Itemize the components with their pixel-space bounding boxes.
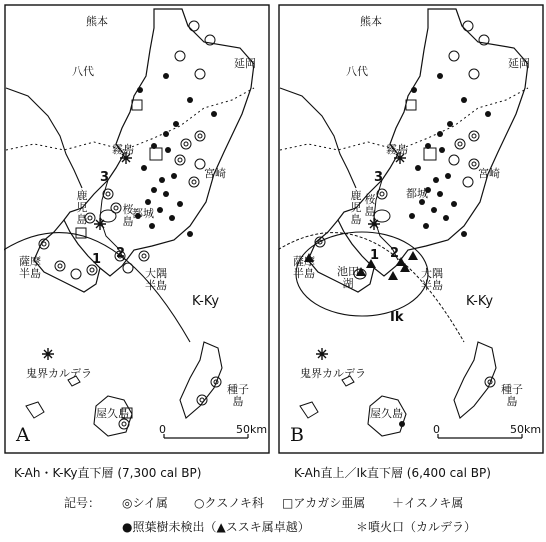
western-coast [280, 88, 356, 188]
legend-caldera: ＊噴火口（カルデラ） [356, 520, 477, 534]
kuchinoerabu-island [300, 402, 318, 418]
site-1-label: 1 [92, 252, 102, 267]
sakurajima-vent-icon [94, 218, 106, 230]
satsuma-peninsula [34, 220, 100, 292]
label-miyakonojo: 都城 [406, 187, 428, 200]
label-kumamoto: 熊本 [360, 15, 382, 28]
label-yakushima: 屋久島 [370, 407, 403, 420]
map-panel-b [278, 4, 544, 454]
label-kumamoto: 熊本 [86, 15, 108, 28]
legend-prefix: 記号： [64, 496, 101, 510]
scale-zero: 0 [159, 423, 166, 436]
legend-undetected: ●照葉樹未検出（▲ススキ属卓越） [122, 520, 310, 534]
label-nobeoka: 延岡 [508, 57, 530, 70]
label-sakurajima: 桜島 [364, 193, 376, 218]
western-coast [6, 88, 82, 188]
label-yatsushiro: 八代 [346, 65, 368, 78]
caption-a: K-Ah・K-Ky直下層 (7,300 cal BP) [14, 466, 202, 480]
label-kky: K-Ky [466, 294, 494, 309]
kikai-vent-icon [316, 348, 328, 360]
label-tanegashima: 種子島 [501, 383, 523, 408]
site-3-label: 3 [100, 170, 110, 185]
site-2-label: 2 [390, 246, 400, 261]
legend-kusunoki: ○クスノキ科 [194, 496, 264, 510]
panel-letter-b: B [290, 424, 304, 446]
label-miyakonojo: 都城 [132, 207, 154, 220]
label-satsuma: 薩摩半島 [19, 255, 41, 280]
mainland-coast [64, 9, 254, 276]
label-kky: K-Ky [192, 294, 220, 309]
label-kikai: 鬼界カルデラ [300, 367, 366, 380]
caption-b: K-Ah直上／Ik直下層 (6,400 cal BP) [294, 466, 491, 480]
prefecture-border [280, 88, 528, 150]
label-satsuma: 薩摩半島 [293, 255, 315, 280]
panel-letter-a: A [16, 424, 30, 446]
label-ik: Ik [390, 310, 404, 325]
label-yatsushiro: 八代 [72, 65, 94, 78]
label-tanegashima: 種子島 [227, 383, 249, 408]
label-miyazaki: 宮崎 [478, 167, 500, 180]
scale-distance: 50km [510, 423, 542, 436]
sakurajima-island [374, 210, 390, 222]
sakurajima-island [100, 210, 116, 222]
label-kirishima: 霧島 [386, 143, 408, 156]
sakurajima-vent-icon [368, 218, 380, 230]
kuchinoerabu-island [26, 402, 44, 418]
label-sakurajima: 桜島 [122, 203, 134, 228]
site-3-label: 3 [374, 170, 384, 185]
label-kirishima: 霧島 [112, 143, 134, 156]
legend-isunoki: ＋イスノキ属 [392, 496, 464, 510]
label-kikai: 鬼界カルデラ [26, 367, 92, 380]
label-yakushima: 屋久島 [96, 407, 129, 420]
scale-distance: 50km [236, 423, 268, 436]
site-1-label: 1 [370, 248, 380, 263]
site-2-label: 2 [116, 246, 126, 261]
label-kagoshima: 鹿児島 [350, 189, 362, 226]
label-kagoshima: 鹿児島 [76, 189, 88, 226]
kikai-vent-icon [42, 348, 54, 360]
label-nobeoka: 延岡 [234, 57, 256, 70]
mainland-coast [338, 9, 528, 276]
label-osumi: 大隅半島 [145, 267, 167, 292]
label-miyazaki: 宮崎 [204, 167, 226, 180]
legend-shii: ◎シイ属 [122, 496, 168, 510]
label-osumi: 大隅半島 [421, 267, 443, 292]
map-panel-a [4, 4, 270, 454]
scale-zero: 0 [433, 423, 440, 436]
prefecture-border [6, 88, 254, 150]
label-ikeda: 池田湖 [337, 265, 359, 290]
legend-akagashi: □アカガシ亜属 [282, 496, 366, 510]
